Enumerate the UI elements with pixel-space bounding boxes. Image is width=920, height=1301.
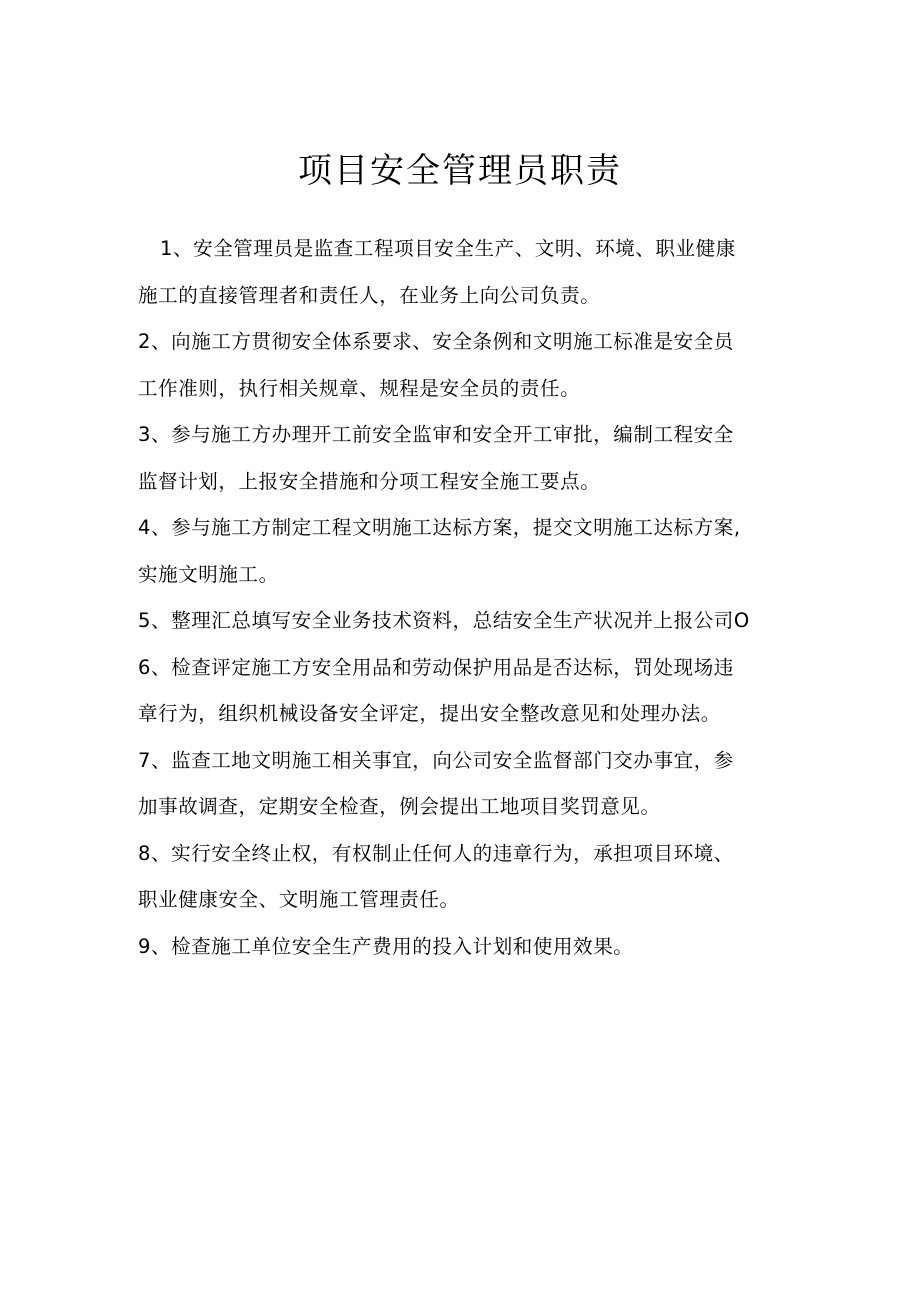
duty-item-line: 职业健康安全、文明施工管理责任。 <box>138 888 460 911</box>
duty-item-6 <box>138 645 798 738</box>
duty-list <box>138 226 798 970</box>
duty-item-line: 8、实行安全终止权，有权制止任何人的违章行为，承担项目环境、 <box>138 841 734 865</box>
duty-item-line: 3、参与施工方办理开工前安全监审和安全开工审批，编制工程安全 <box>138 423 734 446</box>
duty-item-4 <box>138 505 798 598</box>
duty-item-3 <box>138 412 798 505</box>
duty-item-line: 1、安全管理员是监查工程项目安全生产、文明、环境、职业健康 <box>160 237 736 260</box>
duty-item-line: 9、检查施工单位安全生产费用的投入计划和使用效果。 <box>138 934 634 958</box>
duty-item-line: 4、参与施工方制定工程文明施工达标方案，提交文明施工达标方案, <box>138 516 741 539</box>
duty-item-7 <box>138 738 798 831</box>
duty-item-line: 加事故调查，定期安全检查，例会提出工地项目奖罚意见。 <box>138 795 661 818</box>
duty-item-line: 监督计划，上报安全措施和分项工程安全施工要点。 <box>138 469 601 493</box>
duty-item-line: 2、向施工方贯彻安全体系要求、安全条例和文明施工标准是安全员 <box>138 330 734 353</box>
duty-item-line: 5、整理汇总填写安全业务技术资料，总结安全生产状况并上报公司O <box>138 609 750 632</box>
duty-item-9 <box>138 924 798 971</box>
document-title: 项目安全管理员职责 <box>298 151 622 191</box>
duty-item-5 <box>138 598 798 645</box>
duty-item-line: 工作准则，执行相关规章、规程是安全员的责任。 <box>138 376 581 400</box>
duty-item-line: 7、监查工地文明施工相关事宜，向公司安全监督部门交办事宜，参 <box>138 748 734 772</box>
duty-item-line: 施工的直接管理者和责任人，在业务上向公司负责。 <box>138 283 601 307</box>
duty-item-line: 6、检查评定施工方安全用品和劳动保护用品是否达标，罚处现场违 <box>138 655 734 679</box>
duty-item-8 <box>138 831 798 924</box>
duty-item-2 <box>138 319 798 412</box>
duty-item-1 <box>138 226 798 319</box>
duty-item-line: 实施文明施工。 <box>138 562 279 586</box>
duty-item-line: 章行为，组织机械设备安全评定，提出安全整改意见和处理办法。 <box>138 702 721 725</box>
